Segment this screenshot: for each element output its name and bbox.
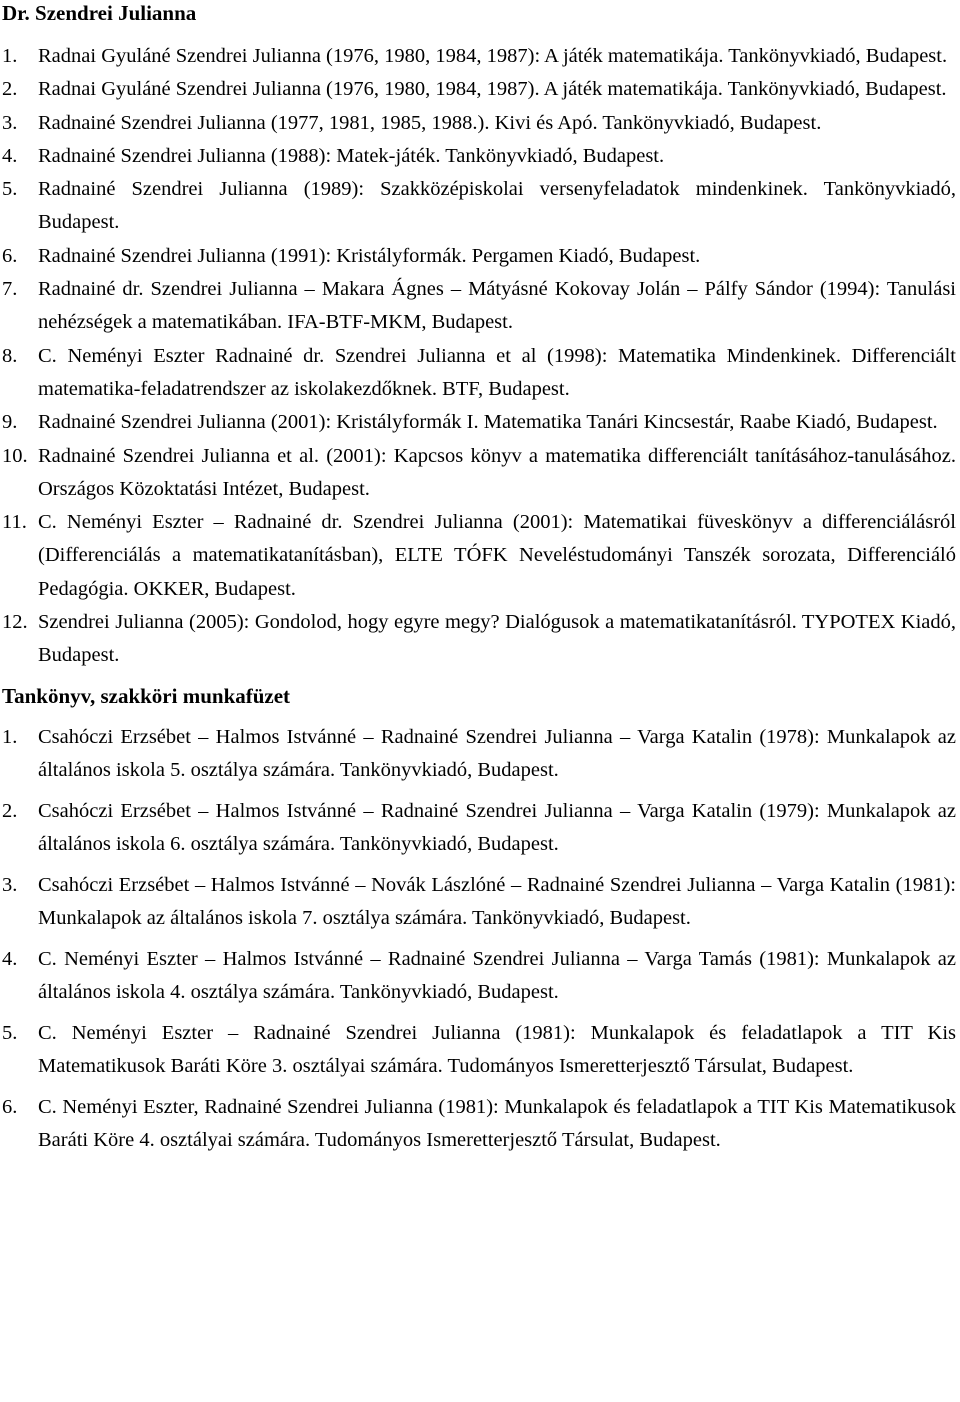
item-text: Csahóczi Erzsébet – Halmos Istvánné – Radnainé Szendrei Julianna – Varga Katalin (1979): Munkalapok az általános iskola 6. osztálya számára. Tankönyvkiadó, Budapest. bbox=[38, 799, 956, 856]
item-text: C. Neményi Eszter Radnainé dr. Szendrei Julianna et al (1998): Matematika Mindenkinek. Differenciált matematika-feladatrendszer az iskolakezdőknek. BTF, Budapest. bbox=[38, 344, 956, 400]
item-number: 12. bbox=[2, 611, 28, 634]
publication-item bbox=[0, 440, 956, 507]
textbook-list bbox=[0, 721, 956, 1158]
item-number: 3. bbox=[2, 873, 18, 896]
item-number: 8. bbox=[2, 344, 18, 367]
item-number: 9. bbox=[2, 411, 18, 434]
item-text: Radnainé Szendrei Julianna (1991): Kristályformák. Pergamen Kiadó, Budapest. bbox=[38, 244, 701, 267]
item-number: 6. bbox=[2, 1096, 18, 1119]
item-text: Radnainé Szendrei Julianna (1989): Szakközépiskolai versenyfeladatok mindenkinek. Tankönyvkiadó, Budapest. bbox=[38, 178, 956, 234]
publication-item bbox=[0, 107, 956, 140]
item-number: 2. bbox=[2, 78, 18, 101]
item-text: Radnainé Szendrei Julianna (2001): Kristályformák I. Matematika Tanári Kincsestár, Raabe Kiadó, Budapest. bbox=[38, 411, 938, 434]
textbook-item bbox=[0, 1091, 956, 1158]
textbook-item bbox=[0, 1017, 956, 1084]
section-heading-textbooks: Tankönyv, szakköri munkafüzet bbox=[2, 683, 291, 708]
item-number: 5. bbox=[2, 1022, 18, 1045]
publication-item bbox=[0, 406, 956, 439]
section-heading-publications: Dr. Szendrei Julianna bbox=[2, 1, 197, 25]
item-number: 6. bbox=[2, 244, 18, 267]
item-number: 3. bbox=[2, 111, 18, 134]
item-text: Csahóczi Erzsébet – Halmos Istvánné – Novák Lászlóné – Radnainé Szendrei Julianna – Varga Katalin (1981): Munkalapok az általános iskola 7. osztálya számára. Tankönyvkiadó, Budapest. bbox=[38, 873, 956, 930]
publication-item bbox=[0, 340, 956, 407]
item-text: Csahóczi Erzsébet – Halmos Istvánné – Radnainé Szendrei Julianna – Varga Katalin (1978): Munkalapok az általános iskola 5. osztálya számára. Tankönyvkiadó, Budapest. bbox=[38, 725, 956, 781]
textbook-item bbox=[0, 869, 956, 936]
publication-item bbox=[0, 173, 956, 240]
item-text: Radnai Gyuláné Szendrei Julianna (1976, 1980, 1984, 1987): A játék matematikája. Tankönyvkiadó, Budapest. bbox=[38, 45, 948, 67]
item-text: C. Neményi Eszter, Radnainé Szendrei Julianna (1981): Munkalapok és feladatlapok a TIT Kis Matematikusok Baráti Köre 4. osztályai számára. Tudományos Ismeretterjesztő Társulat, Budapest. bbox=[38, 1096, 956, 1152]
item-text: Radnainé Szendrei Julianna (1988): Matek-játék. Tankönyvkiadó, Budapest. bbox=[38, 144, 665, 167]
item-number: 1. bbox=[2, 45, 18, 67]
item-text: Radnainé Szendrei Julianna et al. (2001): Kapcsos könyv a matematika differenciált tanításához-tanulásához. Országos Közoktatási Intézet, Budapest. bbox=[38, 444, 956, 500]
item-text: C. Neményi Eszter – Halmos Istvánné – Radnainé Szendrei Julianna – Varga Tamás (1981): Munkalapok az általános iskola 4. osztálya számára. Tankönyvkiadó, Budapest. bbox=[38, 947, 956, 1004]
publication-item bbox=[0, 240, 956, 273]
item-text: Radnainé Szendrei Julianna (1977, 1981, 1985, 1988.). Kivi és Apó. Tankönyvkiadó, Budapest. bbox=[38, 111, 822, 134]
publication-item bbox=[0, 73, 956, 106]
item-number: 1. bbox=[2, 725, 18, 748]
item-text: C. Neményi Eszter – Radnainé dr. Szendrei Julianna (2001): Matematikai füveskönyv a differenciálásról (Differenciálás a matematikatanításban), ELTE TÓFK Neveléstudományi Tanszék sorozata, Differenciáló Pedagógia. OKKER, Budapest. bbox=[38, 511, 956, 600]
item-number: 11. bbox=[2, 511, 27, 534]
publication-item bbox=[0, 506, 956, 606]
publication-item bbox=[0, 140, 956, 173]
item-number: 4. bbox=[2, 947, 18, 970]
item-number: 5. bbox=[2, 178, 18, 201]
item-number: 2. bbox=[2, 799, 18, 822]
item-number: 7. bbox=[2, 278, 18, 301]
item-text: Radnai Gyuláné Szendrei Julianna (1976, 1980, 1984, 1987). A játék matematikája. Tankönyvkiadó, Budapest. bbox=[38, 78, 947, 101]
item-number: 4. bbox=[2, 144, 18, 167]
textbook-item bbox=[0, 721, 956, 788]
item-text: Szendrei Julianna (2005): Gondolod, hogy egyre megy? Dialógusok a matematikatanításról. TYPOTEX Kiadó, Budapest. bbox=[38, 611, 956, 667]
publication-item bbox=[0, 273, 956, 340]
publication-list bbox=[0, 40, 956, 673]
item-number: 10. bbox=[2, 444, 28, 467]
item-text: C. Neményi Eszter – Radnainé Szendrei Julianna (1981): Munkalapok és feladatlapok a TIT Kis Matematikusok Baráti Köre 3. osztályai számára. Tudományos Ismeretterjesztő Társulat, Budapest. bbox=[38, 1022, 956, 1078]
textbook-item bbox=[0, 795, 956, 862]
publication-item bbox=[0, 606, 956, 673]
item-text: Radnainé dr. Szendrei Julianna – Makara Ágnes – Mátyásné Kokovay Jolán – Pálfy Sándor (1994): Tanulási nehézségek a matematikában. IFA-BTF-MKM, Budapest. bbox=[38, 278, 956, 334]
publication-item bbox=[0, 40, 956, 73]
textbook-item bbox=[0, 943, 956, 1010]
